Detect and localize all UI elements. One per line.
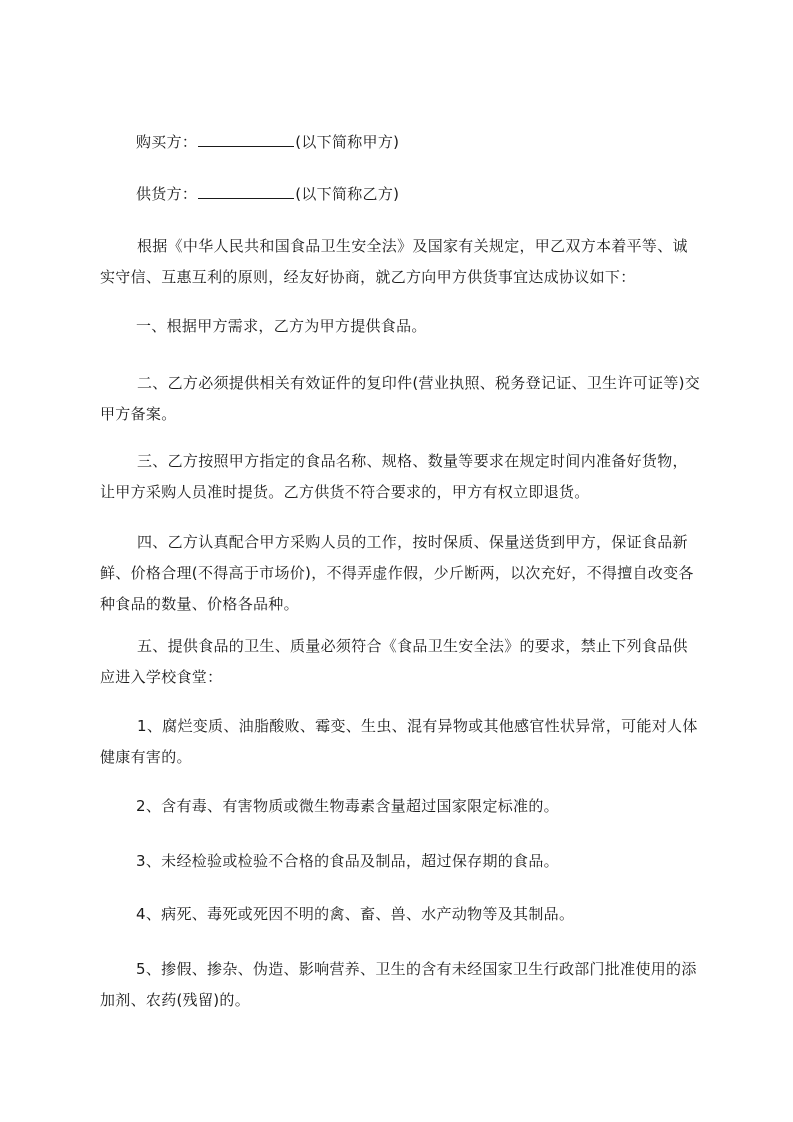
clause-4: 四、乙方认真配合甲方采购人员的工作，按时保质、保量送货到甲方，保证食品新鲜、价格合理(不得高于市场价)，不得弄虚作假，少斤断两，以次充好，不得擅自改变各种食品的数量、价格各品种。 <box>100 533 694 613</box>
supplier-label: 供货方： <box>136 185 198 203</box>
supplier-blank <box>198 186 294 199</box>
buyer-line <box>136 131 399 153</box>
clause-2: 二、乙方必须提供相关有效证件的复印件(营业执照、税务登记证、卫生许可证等)交甲方备案。 <box>100 374 701 423</box>
prohibited-item-4: 4、病死、毒死或死因不明的禽、畜、兽、水产动物等及其制品。 <box>136 905 575 923</box>
supplier-line <box>136 183 399 205</box>
prohibited-item-3: 3、未经检验或检验不合格的食品及制品，超过保存期的食品。 <box>136 852 559 870</box>
prohibited-item-2: 2、含有毒、有害物质或微生物毒素含量超过国家限定标准的。 <box>136 797 559 815</box>
buyer-suffix: (以下简称甲方) <box>295 133 400 151</box>
intro-paragraph: 根据《中华人民共和国食品卫生安全法》及国家有关规定，甲乙双方本着平等、诚实守信、互惠互利的原则，经友好协商，就乙方向甲方供货事宜达成协议如下： <box>100 237 688 286</box>
supplier-suffix: (以下简称乙方) <box>295 185 400 203</box>
clause-5: 五、提供食品的卫生、质量必须符合《食品卫生安全法》的要求，禁止下列食品供应进入学校食堂： <box>100 637 688 686</box>
buyer-blank <box>198 134 294 147</box>
buyer-label: 购买方： <box>136 133 198 151</box>
clause-3: 三、乙方按照甲方指定的食品名称、规格、数量等要求在规定时间内准备好货物，让甲方采购人员准时提货。乙方供货不符合要求的，甲方有权立即退货。 <box>100 452 688 501</box>
clause-1: 一、根据甲方需求，乙方为甲方提供食品。 <box>136 317 427 335</box>
prohibited-item-1: 1、腐烂变质、油脂酸败、霉变、生虫、混有异物或其他感官性状异常，可能对人体健康有害的。 <box>100 717 698 766</box>
prohibited-item-5: 5、掺假、掺杂、伪造、影响营养、卫生的含有未经国家卫生行政部门批准使用的添加剂、农药(残留)的。 <box>100 960 697 1009</box>
